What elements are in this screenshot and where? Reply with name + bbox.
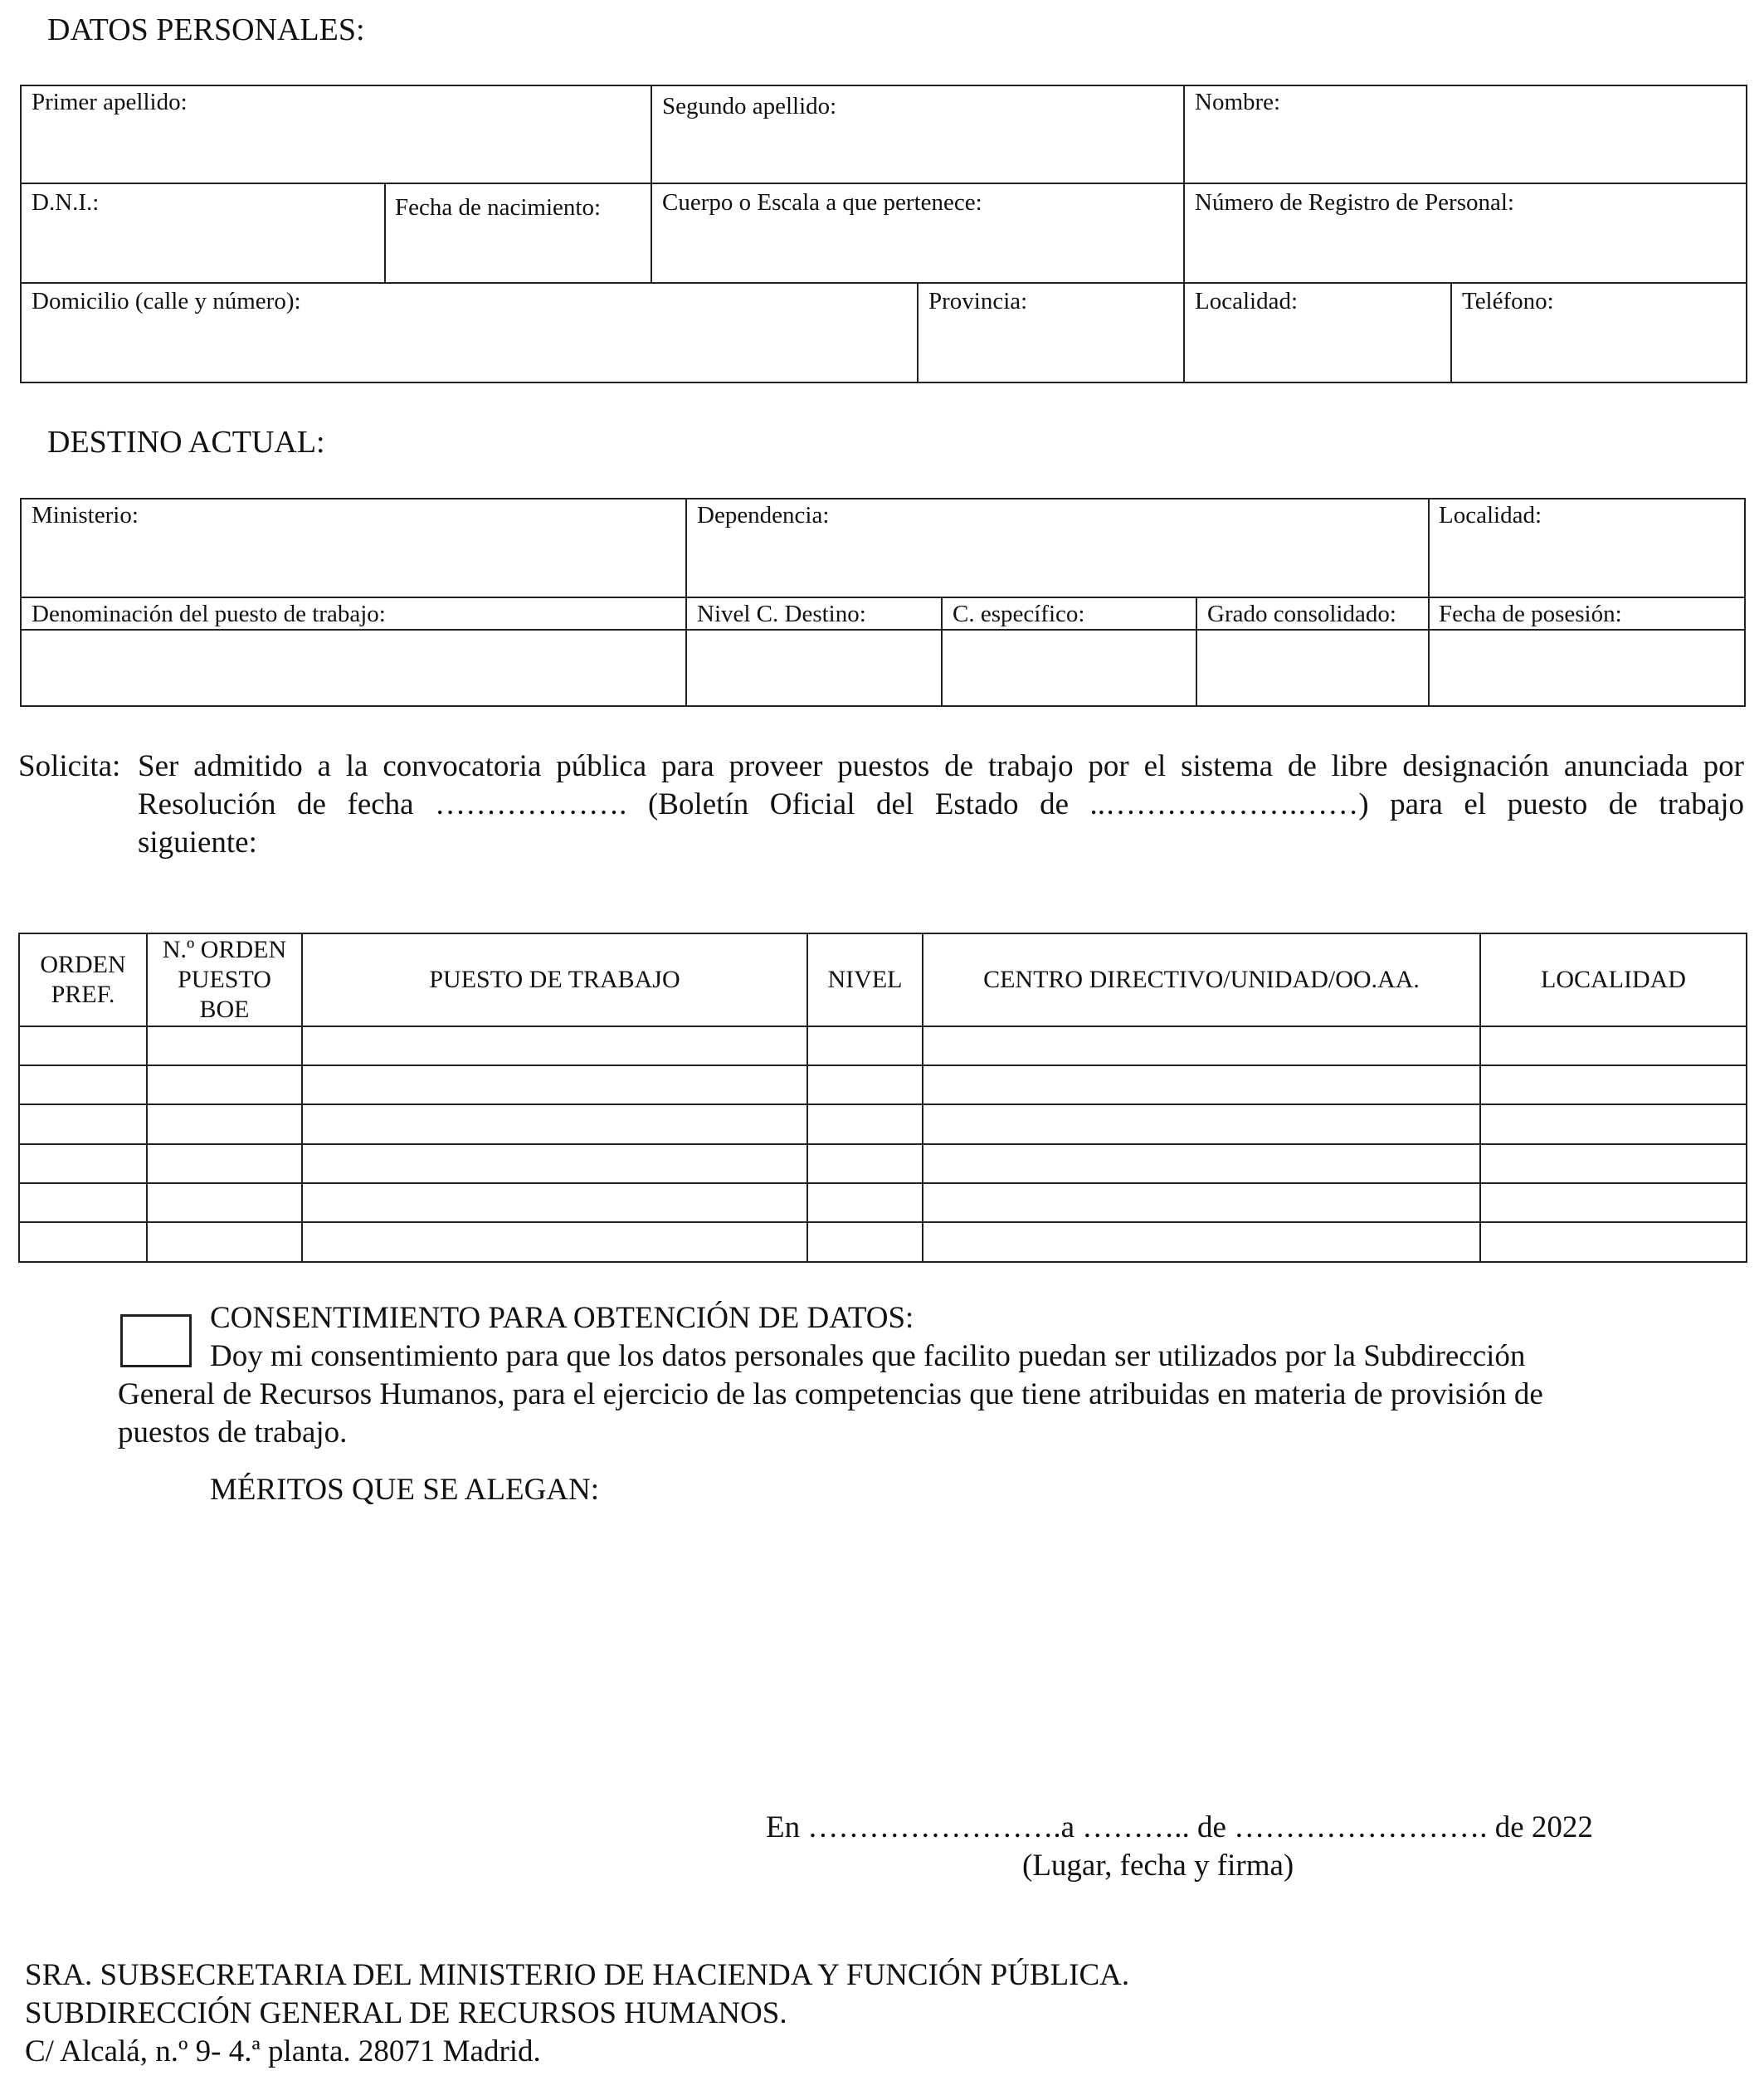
signature-caption: (Lugar, fecha y firma): [1022, 1849, 1294, 1883]
solicita-label: Solicita:: [18, 749, 121, 783]
puesto-row[interactable]: [20, 1027, 1746, 1065]
provincia-label: Provincia:: [928, 288, 1028, 314]
puesto-row[interactable]: [20, 1066, 1746, 1104]
domicilio-field[interactable]: [32, 324, 903, 373]
consent-checkbox[interactable]: [120, 1314, 192, 1367]
segundo-apellido-field[interactable]: [664, 129, 1170, 174]
dependencia-field[interactable]: [697, 538, 1415, 587]
puesto-row[interactable]: [20, 1184, 1746, 1221]
localidad-field[interactable]: [1195, 324, 1440, 373]
grado-consolidado-field[interactable]: [1207, 634, 1419, 700]
denominacion-field[interactable]: [32, 634, 675, 700]
registro-personal-label: Número de Registro de Personal:: [1195, 189, 1514, 216]
col-header-orden-boe: N.º ORDEN PUESTO BOE: [162, 936, 287, 1023]
c-especifico-field[interactable]: [953, 634, 1185, 700]
denominacion-label: Denominación del puesto de trabajo:: [32, 601, 386, 627]
personal-heading: DATOS PERSONALES:: [47, 12, 365, 47]
ministerio-label: Ministerio:: [32, 502, 139, 529]
nombre-label: Nombre:: [1195, 89, 1281, 115]
consent-title: CONSENTIMIENTO PARA OBTENCIÓN DE DATOS:: [210, 1301, 914, 1335]
nivel-destino-label: Nivel C. Destino:: [697, 601, 866, 627]
dni-field[interactable]: [32, 224, 372, 274]
dependencia-label: Dependencia:: [697, 502, 830, 529]
signature-place-date-line: En …………………….a ……….. de ……………………. de 2022: [766, 1810, 1593, 1844]
col-header-orden-pref: ORDEN PREF.: [40, 951, 126, 1008]
consent-line-2: General de Recursos Humanos, para el ejercicio de las competencias que tiene atribuidas en materia de provisión de: [118, 1377, 1543, 1411]
meritos-field[interactable]: [210, 1518, 1703, 1784]
registro-personal-field[interactable]: [1195, 224, 1734, 274]
localidad-label: Localidad:: [1195, 288, 1299, 314]
addressee-line-3: C/ Alcalá, n.º 9- 4.ª planta. 28071 Madrid.: [25, 2034, 541, 2068]
fecha-posesion-field[interactable]: [1439, 634, 1733, 700]
grado-consolidado-label: Grado consolidado:: [1207, 601, 1396, 627]
col-header-centro: CENTRO DIRECTIVO/UNIDAD/OO.AA.: [983, 966, 1420, 993]
puesto-row[interactable]: [20, 1223, 1746, 1261]
puesto-row[interactable]: [20, 1145, 1746, 1182]
destino-heading: DESTINO ACTUAL:: [47, 425, 325, 460]
telefono-field[interactable]: [1462, 324, 1736, 373]
fecha-nacimiento-label: Fecha de nacimiento:: [395, 194, 602, 221]
addressee-line-1: SRA. SUBSECRETARIA DEL MINISTERIO DE HACIENDA Y FUNCIÓN PÚBLICA.: [25, 1958, 1130, 1992]
col-header-puesto: PUESTO DE TRABAJO: [429, 966, 680, 993]
fecha-posesion-label: Fecha de posesión:: [1439, 601, 1622, 627]
addressee-line-2: SUBDIRECCIÓN GENERAL DE RECURSOS HUMANOS.: [25, 1996, 787, 2030]
consent-line-1: Doy mi consentimiento para que los datos personales que facilito puedan ser utilizados por la Subdirección: [210, 1339, 1526, 1373]
telefono-label: Teléfono:: [1462, 288, 1554, 314]
destino-localidad-label: Localidad:: [1439, 502, 1542, 529]
consent-line-3: puestos de trabajo.: [118, 1415, 348, 1449]
domicilio-label: Domicilio (calle y número):: [32, 288, 301, 314]
destino-localidad-field[interactable]: [1439, 538, 1733, 587]
primer-apellido-field[interactable]: [407, 124, 639, 174]
solicita-line-1: Ser admitido a la convocatoria pública para proveer puestos de trabajo por el sistema de libre designación anunciada por: [138, 749, 1744, 783]
dni-label: D.N.I.:: [32, 189, 100, 216]
solicita-line-2: Resolución de fecha ………………. (Boletín Oficial del Estado de ..……………….……) para el puesto de trabajo: [138, 787, 1744, 821]
cuerpo-escala-field[interactable]: [662, 224, 1170, 274]
col-header-localidad: LOCALIDAD: [1541, 966, 1686, 993]
nombre-field[interactable]: [1195, 124, 1734, 174]
primer-apellido-label: Primer apellido:: [32, 89, 188, 115]
fecha-nacimiento-field[interactable]: [395, 232, 640, 274]
meritos-heading: MÉRITOS QUE SE ALEGAN:: [210, 1473, 600, 1507]
nivel-destino-field[interactable]: [697, 634, 929, 700]
col-header-nivel: NIVEL: [827, 966, 903, 993]
solicita-line-3: siguiente:: [138, 826, 257, 860]
cuerpo-escala-label: Cuerpo o Escala a que pertenece:: [662, 189, 982, 216]
segundo-apellido-label: Segundo apellido:: [662, 93, 837, 119]
ministerio-field[interactable]: [32, 538, 675, 587]
provincia-field[interactable]: [928, 324, 1173, 373]
c-especifico-label: C. específico:: [953, 601, 1085, 627]
puesto-row[interactable]: [20, 1105, 1746, 1143]
